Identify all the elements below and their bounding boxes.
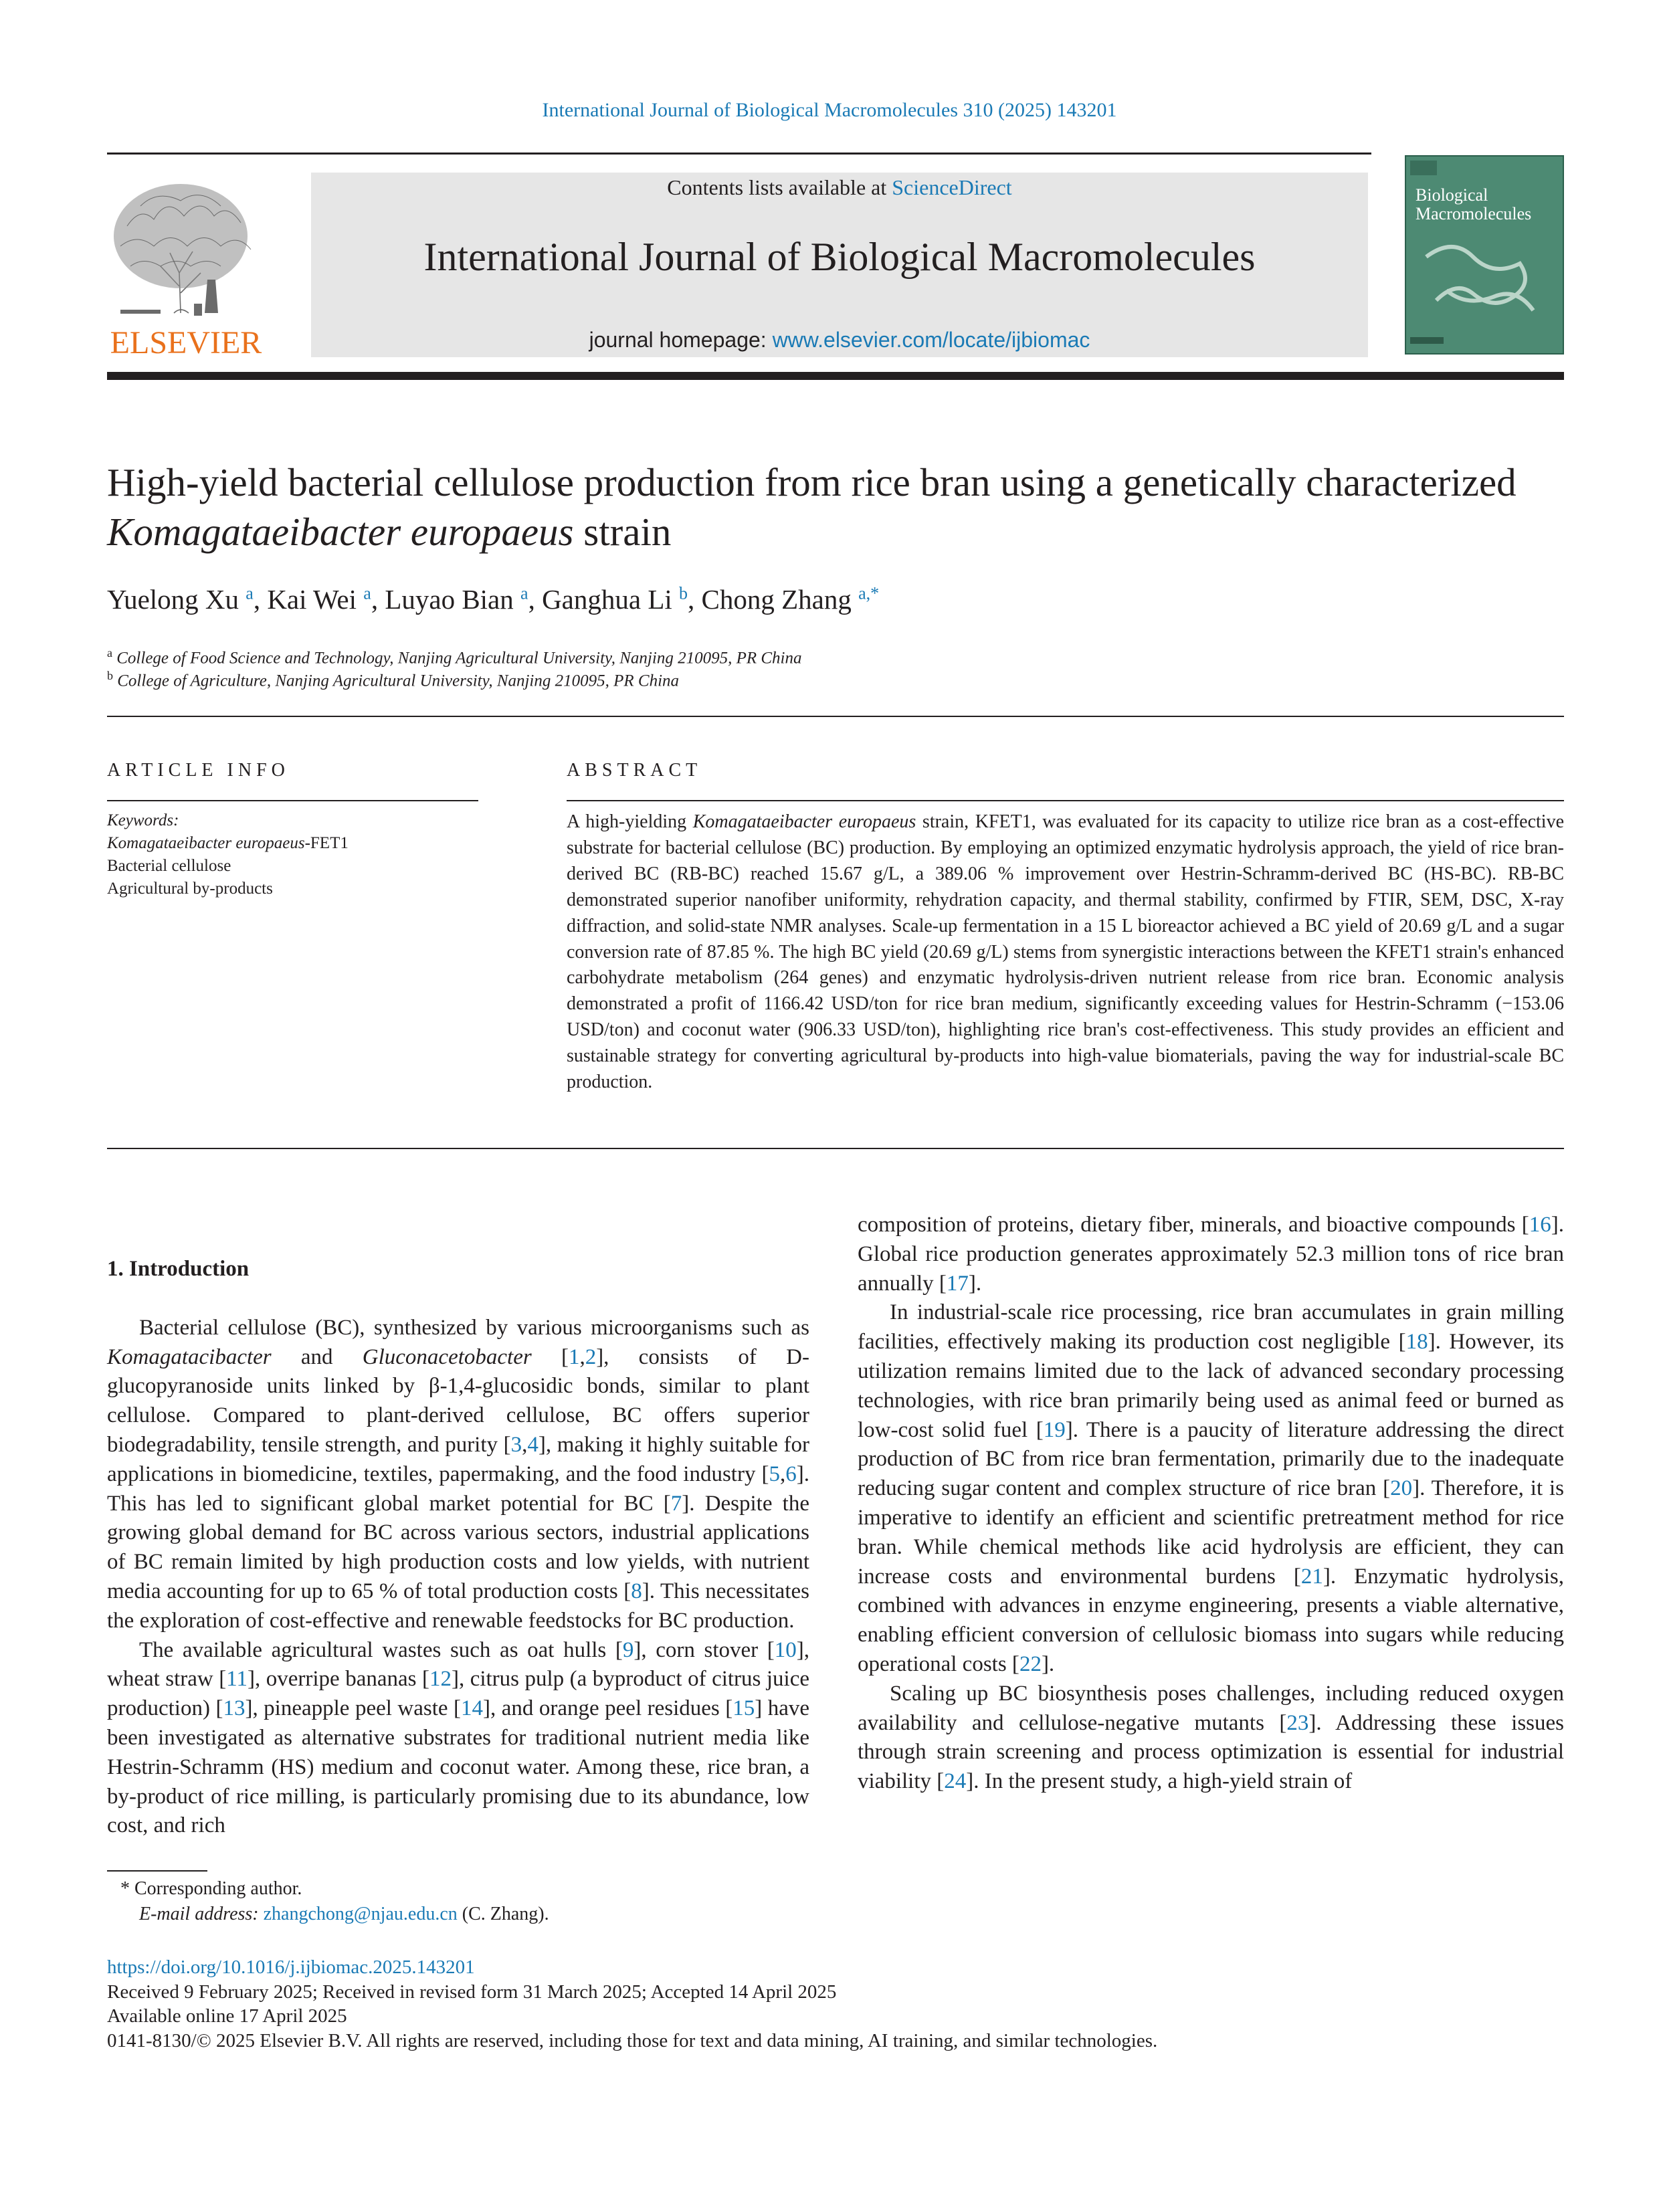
keywords-block xyxy=(107,809,478,900)
citation-link[interactable]: 19 xyxy=(1043,1417,1066,1442)
abstract-body: strain, KFET1, was evaluated for its capacity to utilize rice bran as a cost-effective substrate for bacterial cellulose (BC) production. By employing an optimized enzymatic hydrolysis approach, the yield of rice bran-derived BC (RB-BC) reached 15.67 g/L, a 389.06 % improvement over Hestrin-Schramm-derived BC (HS-BC). RB-BC demonstrated superior nanofiber uniformity, rehydration capacity, and thermal stability, confirmed by FTIR, SEM, DSC, X-ray diffraction, and solid-state NMR analyses. Scale-up fermentation in a 15 L bioreactor achieved a BC yield of 20.69 g/L and a sugar conversion rate of 87.85 %. The high BC yield (20.69 g/L) stems from synergistic interactions between the KFET1 strain's enhanced carbohydrate metabolism (264 genes) and enzymatic hydrolysis-driven nutrient release from rice bran. Economic analysis demonstrated a profit of 1166.42 USD/ton for rice bran medium, significantly exceeding values for Hestrin-Schramm (−153.06 USD/ton) and coconut water (906.33 USD/ton), highlighting rice bran's cost-effectiveness. This study provides an efficient and sustainable strategy for converting agricultural by-products into high-value biomaterials, paving the way for industrial-scale BC production. xyxy=(567,811,1565,1093)
received-dates: Received 9 February 2025; Received in revised form 31 March 2025; Accepted 14 April 2025 xyxy=(107,1981,837,2003)
text-run: composition of proteins, dietary fiber, minerals, and bioactive compounds [ xyxy=(858,1213,1529,1237)
author-affiliation-sup[interactable]: b xyxy=(679,583,688,603)
author-name[interactable]: Luyao Bian xyxy=(385,584,514,615)
citation-link[interactable]: 11 xyxy=(226,1667,248,1692)
citation-link[interactable]: 23 xyxy=(1286,1710,1309,1735)
text-run: ]. This has led to significant global market potential for BC [ xyxy=(107,1462,809,1516)
keyword-species: Komagataeibacter europaeus xyxy=(107,834,305,852)
citation-link[interactable]: 3 xyxy=(510,1432,522,1457)
citation-link[interactable]: 10 xyxy=(774,1637,797,1662)
citation-link[interactable]: 16 xyxy=(1529,1213,1551,1237)
author-name[interactable]: Yuelong Xu xyxy=(107,584,239,615)
abstract-text xyxy=(567,809,1564,1096)
journal-cover-image xyxy=(1406,157,1563,353)
citation-link[interactable]: 7 xyxy=(670,1491,682,1516)
text-run: Bacterial cellulose (BC), synthesized by various microorganisms such as xyxy=(139,1315,809,1340)
author-list: Yuelong Xu $^a$, Kai Wei $^a$, Luyao Bian $^a$, Ganghua Li $^b$, Chong Zhang $^{a,*}$ xyxy=(107,583,880,615)
body-column-left xyxy=(107,1255,809,1841)
title-part1: High-yield bacterial cellulose production from rice bran using a genetically characterized xyxy=(107,460,1517,504)
author-affiliation-sup[interactable]: a xyxy=(363,583,371,603)
affiliation xyxy=(107,669,679,690)
citation-link[interactable]: 24 xyxy=(944,1769,967,1794)
text-run: ], wheat straw [ xyxy=(107,1637,810,1692)
homepage-link[interactable]: www.elsevier.com/locate/ijbiomac xyxy=(772,328,1090,352)
text-run: , xyxy=(579,1344,585,1369)
italic-term: Komagatacibacter xyxy=(107,1344,272,1369)
citation-link[interactable]: 5 xyxy=(769,1462,780,1486)
keyword-suffix: -FET1 xyxy=(304,834,349,852)
author-name[interactable]: Ganghua Li xyxy=(542,584,672,615)
text-run: [ xyxy=(531,1344,569,1369)
citation-link[interactable]: 14 xyxy=(461,1696,484,1721)
contents-prefix: Contents lists available at xyxy=(667,175,892,199)
available-online-date: Available online 17 April 2025 xyxy=(107,2005,347,2027)
elsevier-wordmark: ELSEVIER xyxy=(110,325,262,360)
doi-link[interactable]: https://doi.org/10.1016/j.ijbiomac.2025.143201 xyxy=(107,1956,475,1978)
author-name[interactable]: Chong Zhang xyxy=(701,584,852,615)
citation-link[interactable]: 13 xyxy=(223,1696,246,1721)
title-part2: strain xyxy=(573,510,672,554)
affiliation-text: College of Agriculture, Nanjing Agricultural University, Nanjing 210095, PR China xyxy=(117,672,680,690)
journal-name: International Journal of Biological Macromolecules xyxy=(423,235,1256,279)
keywords-label: Keywords: xyxy=(107,811,179,829)
author-affiliation-sup[interactable]: a xyxy=(246,583,254,603)
text-run: , xyxy=(780,1462,786,1486)
citation-link[interactable]: 21 xyxy=(1300,1564,1323,1589)
citation-link[interactable]: 12 xyxy=(429,1667,452,1692)
header-thick-rule xyxy=(107,372,1564,380)
citation-link[interactable]: 17 xyxy=(946,1271,969,1296)
text-run: ], citrus pulp (a byproduct of citrus juice production) [ xyxy=(107,1667,810,1721)
citation-link[interactable]: 6 xyxy=(785,1462,797,1486)
journal-homepage xyxy=(311,328,1368,353)
body-paragraph xyxy=(858,1211,1564,1298)
citation-link[interactable]: 22 xyxy=(1019,1651,1042,1676)
copyright-notice: 0141-8130/© 2025 Elsevier B.V. All rights are reserved, including those for text and data mining, AI training, and similar technologies. xyxy=(107,2030,1158,2051)
text-run: In industrial-scale rice processing, rice bran accumulates in grain milling facilities, effectively making its production cost negligible [ xyxy=(858,1300,1564,1354)
text-run: ]. However, its utilization remains limited due to the lack of advanced secondary processing technologies, with rice bran primarily being used as animal feed or burned as low-cost solid fuel [ xyxy=(858,1330,1565,1442)
abstract-heading: ABSTRACT xyxy=(567,760,702,781)
citation-link[interactable]: 2 xyxy=(585,1344,597,1369)
text-run: The available agricultural wastes such as oat hulls [ xyxy=(139,1637,623,1662)
affiliation-marker: b xyxy=(107,669,113,682)
text-run: ], making it highly suitable for applications in biomedicine, textiles, papermaking, and the food industry [ xyxy=(107,1432,809,1486)
citation-link[interactable]: 20 xyxy=(1390,1476,1413,1501)
text-run: ], pineapple peel waste [ xyxy=(245,1696,462,1721)
abstract-species: Komagataeibacter europaeus xyxy=(692,811,916,832)
citation-link[interactable]: 18 xyxy=(1405,1330,1428,1354)
title-rule xyxy=(107,716,1564,717)
cover-title-line1: Biological xyxy=(1416,185,1488,205)
text-run: , xyxy=(522,1432,528,1457)
body-paragraph xyxy=(107,1636,809,1841)
text-run: ], consists of D-glucopyranoside units linked by β-1,4-glucosidic bonds, similar to plant cellulose. Compared to plant-derived cellulose, BC offers superior biodegradability, tensile strength, and purity [ xyxy=(107,1344,809,1457)
homepage-prefix: journal homepage: xyxy=(589,328,773,352)
email-label: E-mail address: xyxy=(139,1904,264,1924)
section-heading-introduction: 1. Introduction xyxy=(107,1257,250,1281)
text-run: ] have been investigated as alternative substrates for traditional nutrient media like Hestrin-Schramm (HS) medium and coconut water. Among these, rice bran, a by-product of rice milling, is particularly promising due to its abundance, low cost, and rich xyxy=(107,1696,809,1838)
text-run: ]. xyxy=(968,1271,982,1296)
text-run: ], corn stover [ xyxy=(633,1637,775,1662)
text-run: ]. Therefore, it is imperative to identify an efficient and scientific pretreatment method for rice bran. While chemical methods like acid hydrolysis are efficient, they can increase costs and environmental burdens [ xyxy=(858,1476,1564,1589)
cover-title-line2: Macromolecules xyxy=(1416,204,1532,223)
title-italic-species: Komagataeibacter europaeus xyxy=(107,510,574,554)
abstract-lead: A high-yielding xyxy=(567,811,693,832)
body-column-right xyxy=(858,1211,1564,1797)
footnote-rule xyxy=(107,1870,207,1872)
text-run: ], and orange peel residues [ xyxy=(483,1696,733,1721)
affiliation-text: College of Food Science and Technology, Nanjing Agricultural University, Nanjing 210095, PR China xyxy=(116,649,802,668)
affiliation xyxy=(107,646,801,668)
elsevier-tree-icon xyxy=(100,173,274,360)
corresponding-author-note: * Corresponding author. xyxy=(120,1878,302,1899)
keyword xyxy=(107,832,478,855)
elsevier-logo xyxy=(100,173,274,360)
article-info-rule xyxy=(107,800,478,801)
keyword: Bacterial cellulose xyxy=(107,857,231,875)
header-rule xyxy=(107,153,1371,155)
author-name[interactable]: Kai Wei xyxy=(267,584,357,615)
text-run: Scaling up BC biosynthesis poses challenges, including reduced oxygen availability and cellulose-negative mutants [ xyxy=(858,1681,1564,1735)
article-info-heading: ARTICLE INFO xyxy=(107,760,290,781)
text-run: ]. In the present study, a high-yield strain of xyxy=(966,1769,1353,1794)
email-suffix: (C. Zhang). xyxy=(457,1904,549,1924)
citation-link[interactable]: 1 xyxy=(568,1344,580,1369)
keyword: Agricultural by-products xyxy=(107,880,273,898)
citation-link[interactable]: 8 xyxy=(631,1579,642,1603)
email-link[interactable]: zhangchong@njau.edu.cn xyxy=(263,1904,458,1924)
text-run: ]. Enzymatic hydrolysis, combined with advances in enzyme engineering, presents a viable alternative, enabling efficient conversion of cellulosic biomass into sugars while reducing operational costs [ xyxy=(858,1564,1565,1676)
abstract-rule xyxy=(567,800,1564,801)
email-note xyxy=(139,1904,549,1925)
text-run: ]. There is a paucity of literature addressing the direct production of BC from rice bran fermentation, primarily due to the inadequate reducing sugar content and complex structure of rice bran [ xyxy=(858,1417,1565,1501)
text-run: ]. Addressing these issues through strain screening and process optimization is essential for industrial viability [ xyxy=(858,1710,1565,1794)
text-run: ]. xyxy=(1041,1651,1055,1676)
text-run: ], overripe bananas [ xyxy=(248,1667,429,1692)
body-paragraph xyxy=(858,1680,1564,1797)
text-run: ]. Despite the growing global demand for BC across various sectors, industrial applications of BC remain limited by high production costs and low yields, with nutrient media accounting for up to 65 % of total production costs [ xyxy=(107,1491,809,1603)
text-run: ]. Global rice production generates approximately 52.3 million tons of rice bran annually [ xyxy=(858,1213,1564,1296)
journal-reference[interactable]: International Journal of Biological Macromolecules 310 (2025) 143201 xyxy=(542,99,1117,121)
citation-link[interactable]: 4 xyxy=(527,1432,539,1457)
citation-link[interactable]: 9 xyxy=(622,1637,634,1662)
affiliation-marker: a xyxy=(107,646,112,660)
text-run: ]. This necessitates the exploration of cost-effective and renewable feedstocks for BC production. xyxy=(107,1579,809,1633)
body-paragraph xyxy=(107,1314,809,1636)
author-affiliation-sup[interactable]: a,* xyxy=(858,583,880,603)
contents-availability xyxy=(311,175,1368,200)
abstract-bottom-rule xyxy=(107,1148,1564,1149)
text-run: and xyxy=(271,1344,363,1369)
body-paragraph xyxy=(858,1298,1564,1679)
citation-link[interactable]: 15 xyxy=(733,1696,755,1721)
journal-cover-thumbnail[interactable] xyxy=(1405,155,1564,355)
article-title xyxy=(107,458,1525,557)
italic-term: Gluconacetobacter xyxy=(362,1344,532,1369)
sciencedirect-link[interactable]: ScienceDirect xyxy=(892,175,1012,199)
author-affiliation-sup[interactable]: a xyxy=(520,583,528,603)
